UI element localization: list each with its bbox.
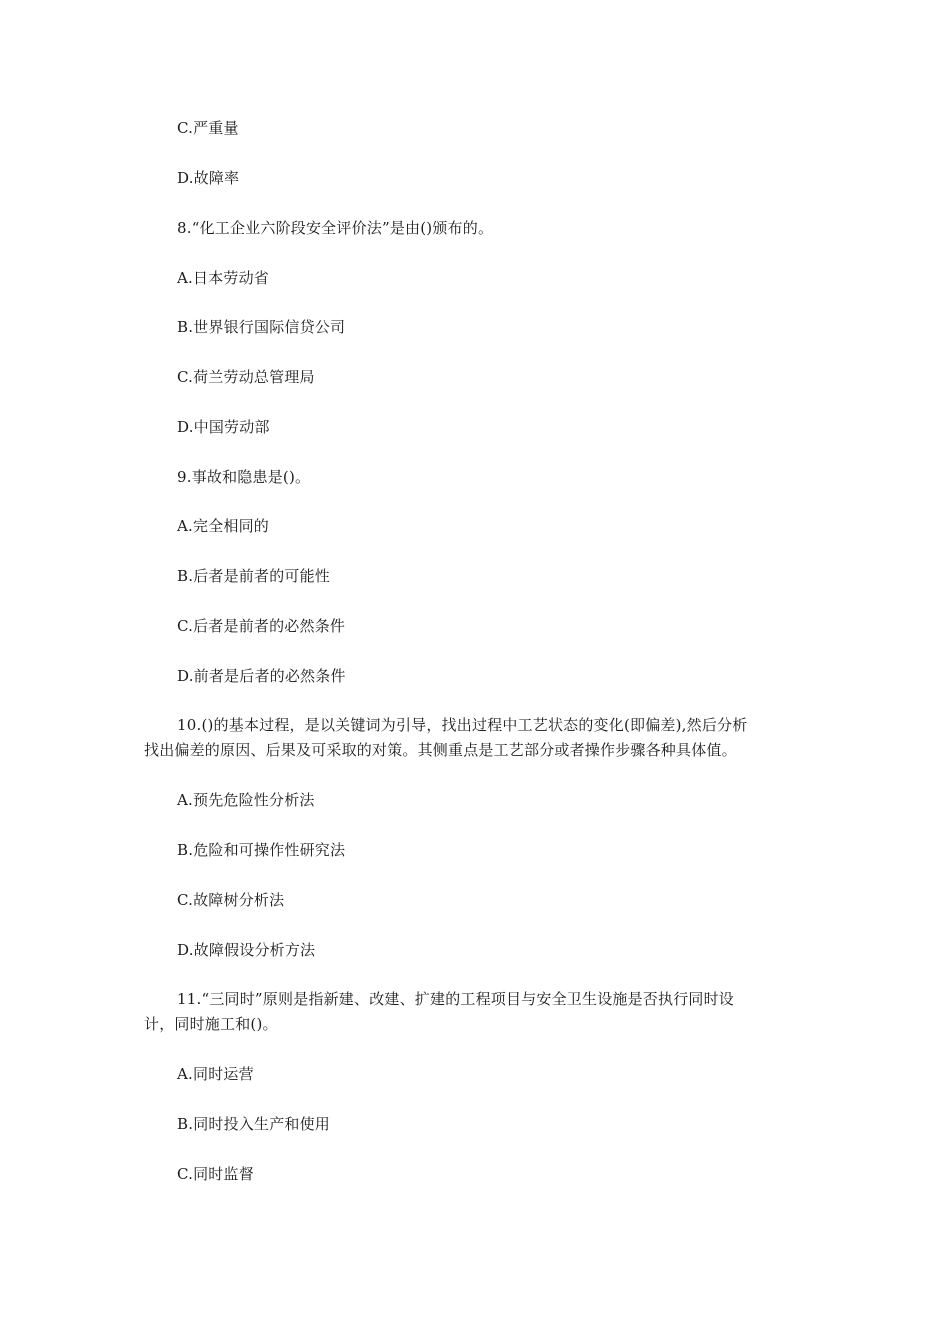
option-a-q8: A.日本劳动省 [177, 269, 270, 287]
option-b-q8: B.世界银行国际信贷公司 [177, 318, 346, 336]
option-b-q10: B.危险和可操作性研究法 [177, 841, 346, 859]
question-11-line-2: 计，同时施工和()。 [144, 1015, 278, 1033]
option-d-q7: D.故障率 [177, 169, 240, 187]
option-a-q9: A.完全相同的 [177, 517, 270, 535]
option-b-q9: B.后者是前者的可能性 [177, 567, 330, 585]
option-a-q11: A.同时运营 [177, 1065, 254, 1083]
option-d-q8: D.中国劳动部 [177, 418, 270, 436]
option-c-q8: C.荷兰劳动总管理局 [177, 368, 315, 386]
question-11-line-1: 11.“三同时”原则是指新建、改建、扩建的工程项目与安全卫生设施是否执行同时设 [177, 990, 734, 1008]
option-b-q11: B.同时投入生产和使用 [177, 1115, 330, 1133]
option-d-q9: D.前者是后者的必然条件 [177, 667, 346, 685]
option-d-q10: D.故障假设分析方法 [177, 941, 316, 959]
option-c-q10: C.故障树分析法 [177, 891, 285, 909]
question-11 [144, 987, 816, 1037]
question-9: 9.事故和隐患是()。 [177, 468, 311, 486]
option-a-q10: A.预先危险性分析法 [177, 791, 315, 809]
question-10-line-2: 找出偏差的原因、后果及可采取的对策。其侧重点是工艺部分或者操作步骤各种具体值。 [144, 741, 737, 759]
option-c-q9: C.后者是前者的必然条件 [177, 617, 346, 635]
question-10-line-1: 10.()的基本过程，是以关键词为引导，找出过程中工艺状态的变化(即偏差),然后分析 [177, 716, 748, 734]
option-c-q7: C.严重量 [177, 119, 239, 137]
question-8: 8.“化工企业六阶段安全评价法”是由()颁布的。 [177, 219, 494, 237]
question-10 [144, 713, 816, 763]
option-c-q11: C.同时监督 [177, 1165, 254, 1183]
